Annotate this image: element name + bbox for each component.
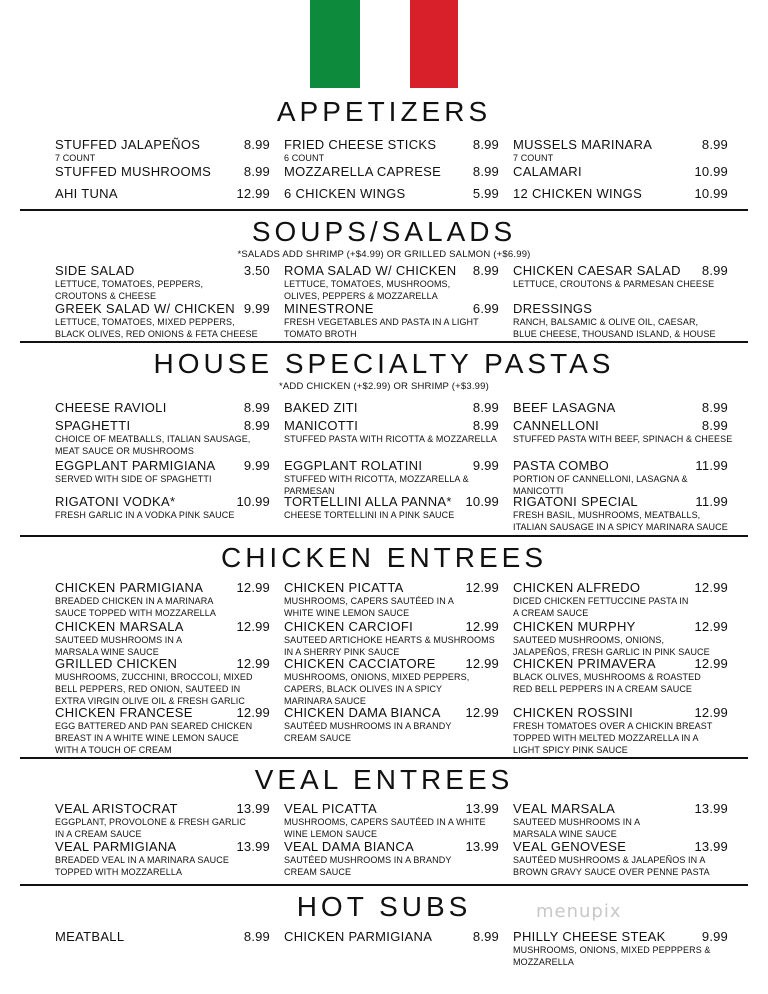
item-price: 8.99 [472, 418, 499, 433]
menu-item [284, 656, 499, 707]
section-title-pastas: HOUSE SPECIALTY PASTAS [153, 348, 615, 379]
menu-item [513, 494, 728, 533]
section-title-veal: VEAL ENTREES [254, 764, 514, 795]
item-name: MUSSELS MARINARA [513, 137, 653, 152]
item-price: 13.99 [465, 801, 499, 816]
item-description: LETTUCE, CROUTONS & PARMESAN CHEESE [513, 279, 715, 289]
menu-item [513, 580, 728, 619]
item-name: 12 CHICKEN WINGS [513, 186, 643, 201]
item-description: LETTUCE, TOMATOES, MIXED PEPPERS, [55, 317, 235, 327]
menu-item [513, 801, 728, 840]
item-name: CHICKEN CAESAR SALAD [513, 263, 681, 278]
item-name: CHICKEN PARMIGIANA [284, 929, 433, 944]
item-description: BELL PEPPERS, RED ONION, SAUTEED IN [55, 684, 241, 694]
item-description: BLACK OLIVES, RED ONIONS & FETA CHEESE [55, 329, 258, 339]
item-price: 8.99 [472, 164, 499, 179]
item-description: MUSHROOMS, ONIONS, MIXED PEPPERS, [284, 672, 470, 682]
item-name: CHICKEN ALFREDO [513, 580, 641, 595]
item-description: LETTUCE, TOMATOES, MUSHROOMS, [284, 279, 451, 289]
menu-item [55, 164, 270, 179]
item-name: GREEK SALAD W/ CHICKEN [55, 301, 235, 316]
item-description: WITH A TOUCH OF CREAM [55, 745, 172, 755]
item-description: DICED CHICKEN FETTUCCINE PASTA IN [513, 596, 689, 606]
menu-item [55, 801, 270, 840]
item-description: RED BELL PEPPERS IN A CREAM SAUCE [513, 684, 693, 694]
item-price: 8.99 [243, 400, 270, 415]
menu-item [513, 301, 728, 340]
item-name: CHICKEN ROSSINI [513, 705, 634, 720]
item-price: 13.99 [465, 839, 499, 854]
menu-item [513, 705, 728, 756]
menu-item [284, 400, 499, 415]
item-description: SAUTEED MUSHROOMS IN A [55, 635, 183, 645]
item-description: OLIVES, PEPPERS & MOZZARELLA [284, 291, 438, 301]
item-name: VEAL PARMIGIANA [55, 839, 177, 854]
item-description: STUFFED WITH RICOTTA, MOZZARELLA & [284, 474, 469, 484]
item-price: 12.99 [236, 705, 270, 720]
menu-item [513, 137, 728, 164]
item-description: BLUE CHEESE, THOUSAND ISLAND, & HOUSE [513, 329, 716, 339]
item-price: 10.99 [236, 494, 270, 509]
item-name: EGGPLANT PARMIGIANA [55, 458, 216, 473]
item-price: 5.99 [472, 186, 499, 201]
menu-item [513, 656, 728, 695]
item-description: MUSHROOMS, ZUCCHINI, BROCCOLI, MIXED [55, 672, 253, 682]
item-description: FRESH BASIL, MUSHROOMS, MEATBALLS, [513, 510, 701, 520]
item-price: 11.99 [695, 494, 728, 509]
item-price: 8.99 [243, 164, 270, 179]
item-description: BROWN GRAVY SAUCE OVER PENNE PASTA [513, 867, 710, 877]
item-description: FRESH VEGETABLES AND PASTA IN A LIGHT [284, 317, 479, 327]
menu-item [55, 186, 270, 201]
item-name: VEAL ARISTOCRAT [55, 801, 178, 816]
item-name: CHICKEN MARSALA [55, 619, 184, 634]
item-description: EXTRA VIRGIN OLIVE OIL & FRESH GARLIC [55, 696, 245, 706]
menu-item [55, 839, 270, 878]
item-description: 7 COUNT [55, 153, 96, 163]
menu-item [284, 458, 499, 497]
item-description: MEAT SAUCE OR MUSHROOMS [55, 446, 194, 456]
menu-item [284, 137, 499, 164]
item-price: 12.99 [465, 619, 499, 634]
item-description: CREAM SAUCE [284, 733, 352, 743]
item-price: 8.99 [701, 400, 728, 415]
item-name: VEAL DAMA BIANCA [284, 839, 415, 854]
item-price: 12.99 [236, 186, 270, 201]
item-name: ROMA SALAD W/ CHICKEN [284, 263, 457, 278]
item-description: A CREAM SAUCE [513, 608, 589, 618]
item-description: FRESH TOMATOES OVER A CHICKIN BREAST [513, 721, 713, 731]
item-description: SERVED WITH SIDE OF SPAGHETTI [55, 474, 212, 484]
item-price: 11.99 [695, 458, 728, 473]
item-description: BREAST IN A WHITE WINE LEMON SAUCE [55, 733, 239, 743]
menu-item [513, 929, 728, 968]
item-name: GRILLED CHICKEN [55, 656, 178, 671]
item-description: IN A SHERRY PINK SAUCE [284, 647, 400, 657]
item-name: CHICKEN MURPHY [513, 619, 636, 634]
item-name: BAKED ZITI [284, 400, 358, 415]
item-name: TORTELLINI ALLA PANNA* [284, 494, 452, 509]
item-description: MUSHROOMS, CAPERS SAUTÉED IN A WHITE [284, 817, 486, 827]
item-name: CHICKEN CACCIATORE [284, 656, 436, 671]
section-title-hot-subs: HOT SUBS [296, 891, 472, 922]
item-name: CHEESE RAVIOLI [55, 400, 167, 415]
item-description: MARINARA SAUCE [284, 696, 366, 706]
flag-white-stripe [360, 0, 410, 88]
menu-item [284, 929, 499, 944]
item-description: STUFFED PASTA WITH BEEF, SPINACH & CHEESE [513, 434, 733, 444]
item-price: 10.99 [694, 186, 728, 201]
item-name: STUFFED JALAPEÑOS [55, 137, 201, 152]
item-description: LETTUCE, TOMATOES, PEPPERS, [55, 279, 204, 289]
menu-item [284, 418, 499, 445]
item-description: SAUTÉED MUSHROOMS & JALAPEÑOS IN A [513, 855, 706, 865]
item-name: PASTA COMBO [513, 458, 610, 473]
item-description: RANCH, BALSAMIC & OLIVE OIL, CAESAR, [513, 317, 699, 327]
section-note: *SALADS ADD SHRIMP (+$4.99) OR GRILLED SALMON (+$6.99) [237, 249, 531, 260]
item-description: BREADED VEAL IN A MARINARA SAUCE [55, 855, 229, 865]
item-price: 12.99 [694, 580, 728, 595]
item-name: CANNELLONI [513, 418, 600, 433]
item-name: VEAL MARSALA [513, 801, 616, 816]
menu-item [284, 494, 499, 521]
section-title-soups-salads: SOUPS/SALADS [251, 216, 517, 247]
item-price: 6.99 [472, 301, 499, 316]
item-price: 13.99 [236, 839, 270, 854]
item-description: SAUTÉED MUSHROOMS IN A BRANDY [284, 721, 452, 731]
item-name: RIGATONI VODKA* [55, 494, 176, 509]
item-price: 8.99 [701, 137, 728, 152]
item-name: VEAL PICATTA [284, 801, 377, 816]
item-description: SAUTÉED MUSHROOMS IN A BRANDY [284, 855, 452, 865]
item-name: MEATBALL [55, 929, 125, 944]
item-name: SIDE SALAD [55, 263, 135, 278]
menu-item [55, 137, 270, 164]
item-description: WHITE WINE LEMON SAUCE [284, 608, 410, 618]
menu-item [55, 656, 270, 707]
item-name: CHICKEN PRIMAVERA [513, 656, 656, 671]
item-description: MUSHROOMS, ONIONS, MIXED PEPPPERS & [513, 945, 711, 955]
item-description: EGG BATTERED AND PAN SEARED CHICKEN [55, 721, 253, 731]
item-price: 10.99 [694, 164, 728, 179]
item-description: SAUTEED MUSHROOMS, ONIONS, [513, 635, 665, 645]
item-price: 12.99 [465, 705, 499, 720]
item-name: VEAL GENOVESE [513, 839, 627, 854]
item-description: TOPPED WITH MELTED MOZZARELLA IN A [513, 733, 699, 743]
item-price: 3.50 [243, 263, 270, 278]
item-description: CREAM SAUCE [284, 867, 352, 877]
item-description: CAPERS, BLACK OLIVES IN A SPICY [284, 684, 443, 694]
item-name: PHILLY CHEESE STEAK [513, 929, 666, 944]
item-price: 9.99 [472, 458, 499, 473]
item-description: CROUTONS & CHEESE [55, 291, 157, 301]
item-price: 8.99 [243, 418, 270, 433]
item-name: FRIED CHEESE STICKS [284, 137, 437, 152]
menu-item [55, 494, 270, 521]
watermark-logo: menupix [536, 901, 622, 922]
item-price: 12.99 [465, 656, 499, 671]
menu-item [284, 839, 499, 878]
item-name: MOZZARELLA CAPRESE [284, 164, 442, 179]
item-description: LIGHT SPICY PINK SAUCE [513, 745, 628, 755]
menu-item [513, 619, 728, 658]
menu-item [513, 164, 728, 179]
item-price: 12.99 [694, 619, 728, 634]
menu-item [284, 301, 499, 340]
item-price: 12.99 [236, 656, 270, 671]
item-description: PARMESAN [284, 486, 335, 496]
item-name: CHICKEN DAMA BIANCA [284, 705, 441, 720]
item-price: 8.99 [243, 929, 270, 944]
menu-item [284, 619, 499, 658]
menu-item [55, 705, 270, 756]
item-price: 8.99 [472, 137, 499, 152]
item-name: 6 CHICKEN WINGS [284, 186, 406, 201]
item-price: 12.99 [465, 580, 499, 595]
section-title-chicken: CHICKEN ENTREES [220, 542, 548, 573]
item-name: CHICKEN CARCIOFI [284, 619, 414, 634]
item-description: MARSALA WINE SAUCE [513, 829, 617, 839]
item-description: JALAPEÑOS, FRESH GARLIC IN PINK SAUCE [513, 647, 710, 657]
item-description: EGGPLANT, PROVOLONE & FRESH GARLIC [55, 817, 246, 827]
section-note: *ADD CHICKEN (+$2.99) OR SHRIMP (+$3.99) [278, 381, 490, 392]
item-description: BREADED CHICKEN IN A MARINARA [55, 596, 214, 606]
section-divider [20, 535, 748, 537]
item-name: MANICOTTI [284, 418, 359, 433]
item-name: CALAMARI [513, 164, 582, 179]
item-price: 8.99 [472, 400, 499, 415]
item-price: 8.99 [472, 263, 499, 278]
item-description: TOMATO BROTH [284, 329, 357, 339]
item-name: AHI TUNA [55, 186, 118, 201]
item-price: 12.99 [236, 619, 270, 634]
item-description: WINE LEMON SAUCE [284, 829, 378, 839]
menu-item [284, 705, 499, 744]
menu-item [55, 400, 270, 415]
menu-item [513, 400, 728, 415]
item-description: MANICOTTI [513, 486, 564, 496]
menu-item [55, 929, 270, 944]
menu-item [284, 164, 499, 179]
section-divider [20, 209, 748, 211]
item-price: 10.99 [465, 494, 499, 509]
item-name: MINESTRONE [284, 301, 374, 316]
menu-item [284, 186, 499, 201]
menu-item [284, 263, 499, 302]
flag-green-stripe [310, 0, 360, 88]
menu-item [513, 458, 728, 497]
menu-item [513, 186, 728, 201]
item-price: 12.99 [236, 580, 270, 595]
item-price: 9.99 [243, 301, 270, 316]
menu-item [513, 418, 733, 445]
menu-item [55, 458, 270, 485]
item-price: 13.99 [694, 801, 728, 816]
menu-item [513, 839, 728, 878]
menu-item [55, 418, 270, 457]
menu-item [284, 580, 499, 619]
item-price: 8.99 [701, 263, 728, 278]
item-name: CHICKEN PICATTA [284, 580, 404, 595]
item-description: ITALIAN SAUSAGE IN A SPICY MARINARA SAUCE [513, 522, 728, 532]
menu-item [284, 801, 499, 840]
item-name: CHICKEN FRANCESE [55, 705, 193, 720]
menu-item [513, 263, 728, 290]
item-description: SAUCE TOPPED WITH MOZZARELLA [55, 608, 216, 618]
menu-item [55, 301, 270, 340]
item-name: SPAGHETTI [55, 418, 131, 433]
menu-item [55, 580, 270, 619]
item-description: STUFFED PASTA WITH RICOTTA & MOZZARELLA [284, 434, 497, 444]
item-name: EGGPLANT ROLATINI [284, 458, 423, 473]
flag-red-stripe [410, 0, 458, 88]
item-price: 13.99 [694, 839, 728, 854]
menu-item [55, 263, 270, 302]
item-description: MOZZARELLA [513, 957, 575, 967]
item-price: 9.99 [243, 458, 270, 473]
item-description: SAUTEED ARTICHOKE HEARTS & MUSHROOMS [284, 635, 495, 645]
item-name: STUFFED MUSHROOMS [55, 164, 212, 179]
section-title-appetizers: APPETIZERS [276, 96, 492, 127]
item-price: 8.99 [701, 418, 728, 433]
item-price: 8.99 [472, 929, 499, 944]
item-name: DRESSINGS [513, 301, 593, 316]
item-description: MARSALA WINE SAUCE [55, 647, 159, 657]
item-name: BEEF LASAGNA [513, 400, 616, 415]
item-description: MUSHROOMS, CAPERS SAUTÉED IN A [284, 596, 455, 606]
menu-item [55, 619, 270, 658]
item-name: RIGATONI SPECIAL [513, 494, 638, 509]
item-price: 8.99 [243, 137, 270, 152]
item-description: 6 COUNT [284, 153, 325, 163]
item-description: TOPPED WITH MOZZARELLA [55, 867, 183, 877]
item-description: PORTION OF CANNELLONI, LASAGNA & [513, 474, 688, 484]
item-description: CHEESE TORTELLINI IN A PINK SAUCE [284, 510, 455, 520]
section-divider [20, 757, 748, 759]
item-description: 7 COUNT [513, 153, 554, 163]
item-description: IN A CREAM SAUCE [55, 829, 142, 839]
item-price: 13.99 [236, 801, 270, 816]
item-price: 9.99 [701, 929, 728, 944]
item-description: CHOICE OF MEATBALLS, ITALIAN SAUSAGE, [55, 434, 251, 444]
item-price: 12.99 [694, 656, 728, 671]
item-price: 12.99 [694, 705, 728, 720]
item-description: BLACK OLIVES, MUSHROOMS & ROASTED [513, 672, 701, 682]
item-name: CHICKEN PARMIGIANA [55, 580, 204, 595]
section-divider [20, 884, 748, 886]
item-description: SAUTEED MUSHROOMS IN A [513, 817, 641, 827]
item-description: FRESH GARLIC IN A VODKA PINK SAUCE [55, 510, 235, 520]
section-divider [20, 341, 748, 343]
